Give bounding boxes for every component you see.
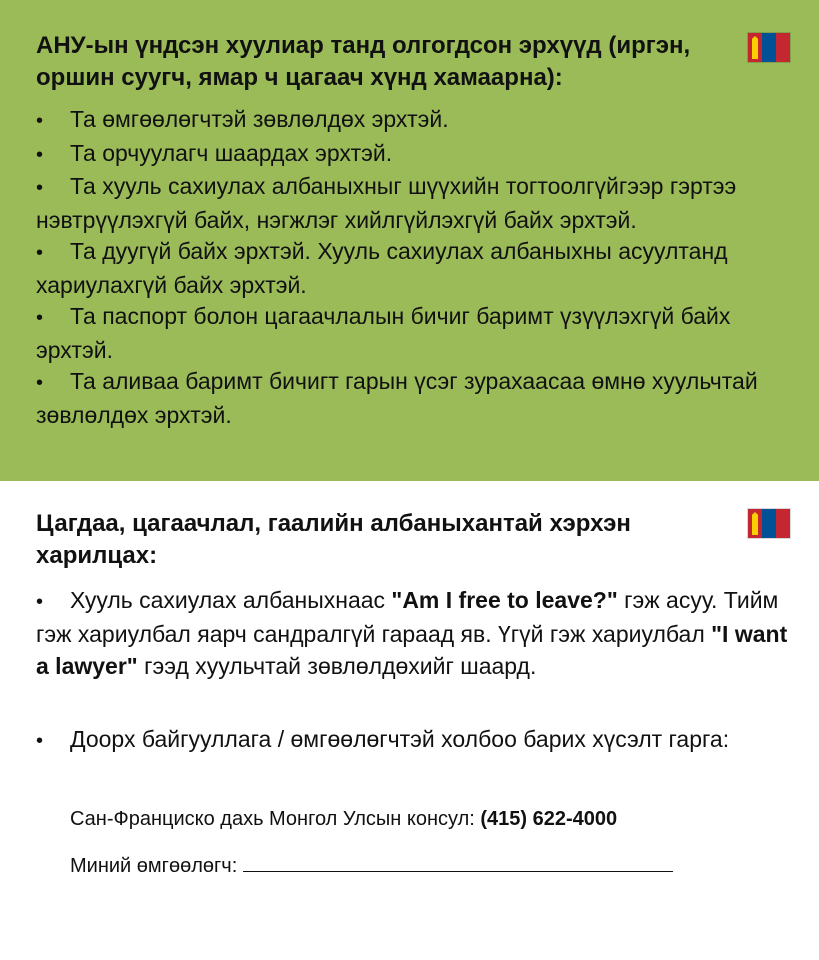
instruction-text: гээд хуульчтай зөвлөлдөхийг шаард.: [137, 653, 537, 679]
instruction-text: гэж асуу. Тийм гэж хариулбал яарч сандралгүй гараад яв. Үгүй гэж хариулбал: [36, 587, 779, 647]
rights-list: [36, 104, 796, 431]
mongolia-flag-icon: [748, 33, 790, 62]
list-item: [36, 584, 796, 682]
bullet-icon: •: [36, 110, 44, 132]
contact-heading: Цагдаа, цагаачлал, гаалийн албаныхантай хэрхэн харилцах:: [36, 510, 631, 569]
consul-phone: (415) 622-4000: [480, 808, 618, 830]
bullet-icon: •: [36, 242, 44, 264]
bullet-icon: •: [36, 307, 44, 329]
consul-label: Сан-Франциско дахь Монгол Улсын консул:: [70, 808, 481, 830]
list-item: [36, 104, 796, 138]
bullet-icon: •: [36, 143, 44, 166]
right-text: Та өмгөөлөгчтэй зөвлөлдөх эрхтэй.: [70, 106, 449, 132]
rights-heading: АНУ-ын үндсэн хуулиар танд олгогдсон эрхүүд (иргэн, оршин суугч, ямар ч цагаач хүнд хамаарна):: [36, 32, 691, 91]
list-item: [36, 723, 796, 757]
list-item: [36, 171, 796, 236]
lawyer-name-blank[interactable]: [243, 853, 673, 872]
lawyer-label: Миний өмгөөлөгч:: [70, 855, 243, 877]
right-text: Та паспорт болон цагаачлалын бичиг баримт үзүүлэхгүй байх эрхтэй.: [36, 303, 731, 363]
bullet-icon: •: [36, 730, 44, 752]
bullet-icon: •: [36, 591, 44, 613]
right-text: Та дуугүй байх эрхтэй. Хууль сахиулах албаныхны асуултанд хариулахгүй байх эрхтэй.: [36, 238, 728, 298]
lawyer-line: [70, 853, 673, 879]
list-item: [36, 236, 796, 301]
list-item: [36, 301, 796, 366]
right-text: Та орчуулагч шаардах эрхтэй.: [70, 139, 393, 166]
instruction-text: Доорх байгууллага / өмгөөлөгчтэй холбоо барих хүсэлт гарга:: [70, 726, 730, 752]
instruction-text: Хууль сахиулах албаныхнаас: [70, 587, 392, 613]
consul-contact: [70, 806, 617, 832]
bullet-icon: •: [36, 372, 44, 394]
phrase-free-to-leave: "Am I free to leave?": [391, 587, 618, 613]
mongolia-flag-icon: [748, 509, 790, 538]
bullet-icon: •: [36, 177, 44, 199]
right-text: Та хууль сахиулах албаныхныг шүүхийн тогтоолгүйгээр гэртээ нэвтрүүлэхгүй байх, нэгжлэг хийлгүйлэхгүй байх эрхтэй.: [36, 173, 737, 233]
phrase-want-lawyer: "I want a lawyer": [36, 621, 788, 679]
list-item: [36, 366, 796, 431]
list-item: [36, 138, 796, 172]
right-text: Та аливаа баримт бичигт гарын үсэг зурахаасаа өмнө хуульчтай зөвлөлдөх эрхтэй.: [36, 368, 758, 428]
